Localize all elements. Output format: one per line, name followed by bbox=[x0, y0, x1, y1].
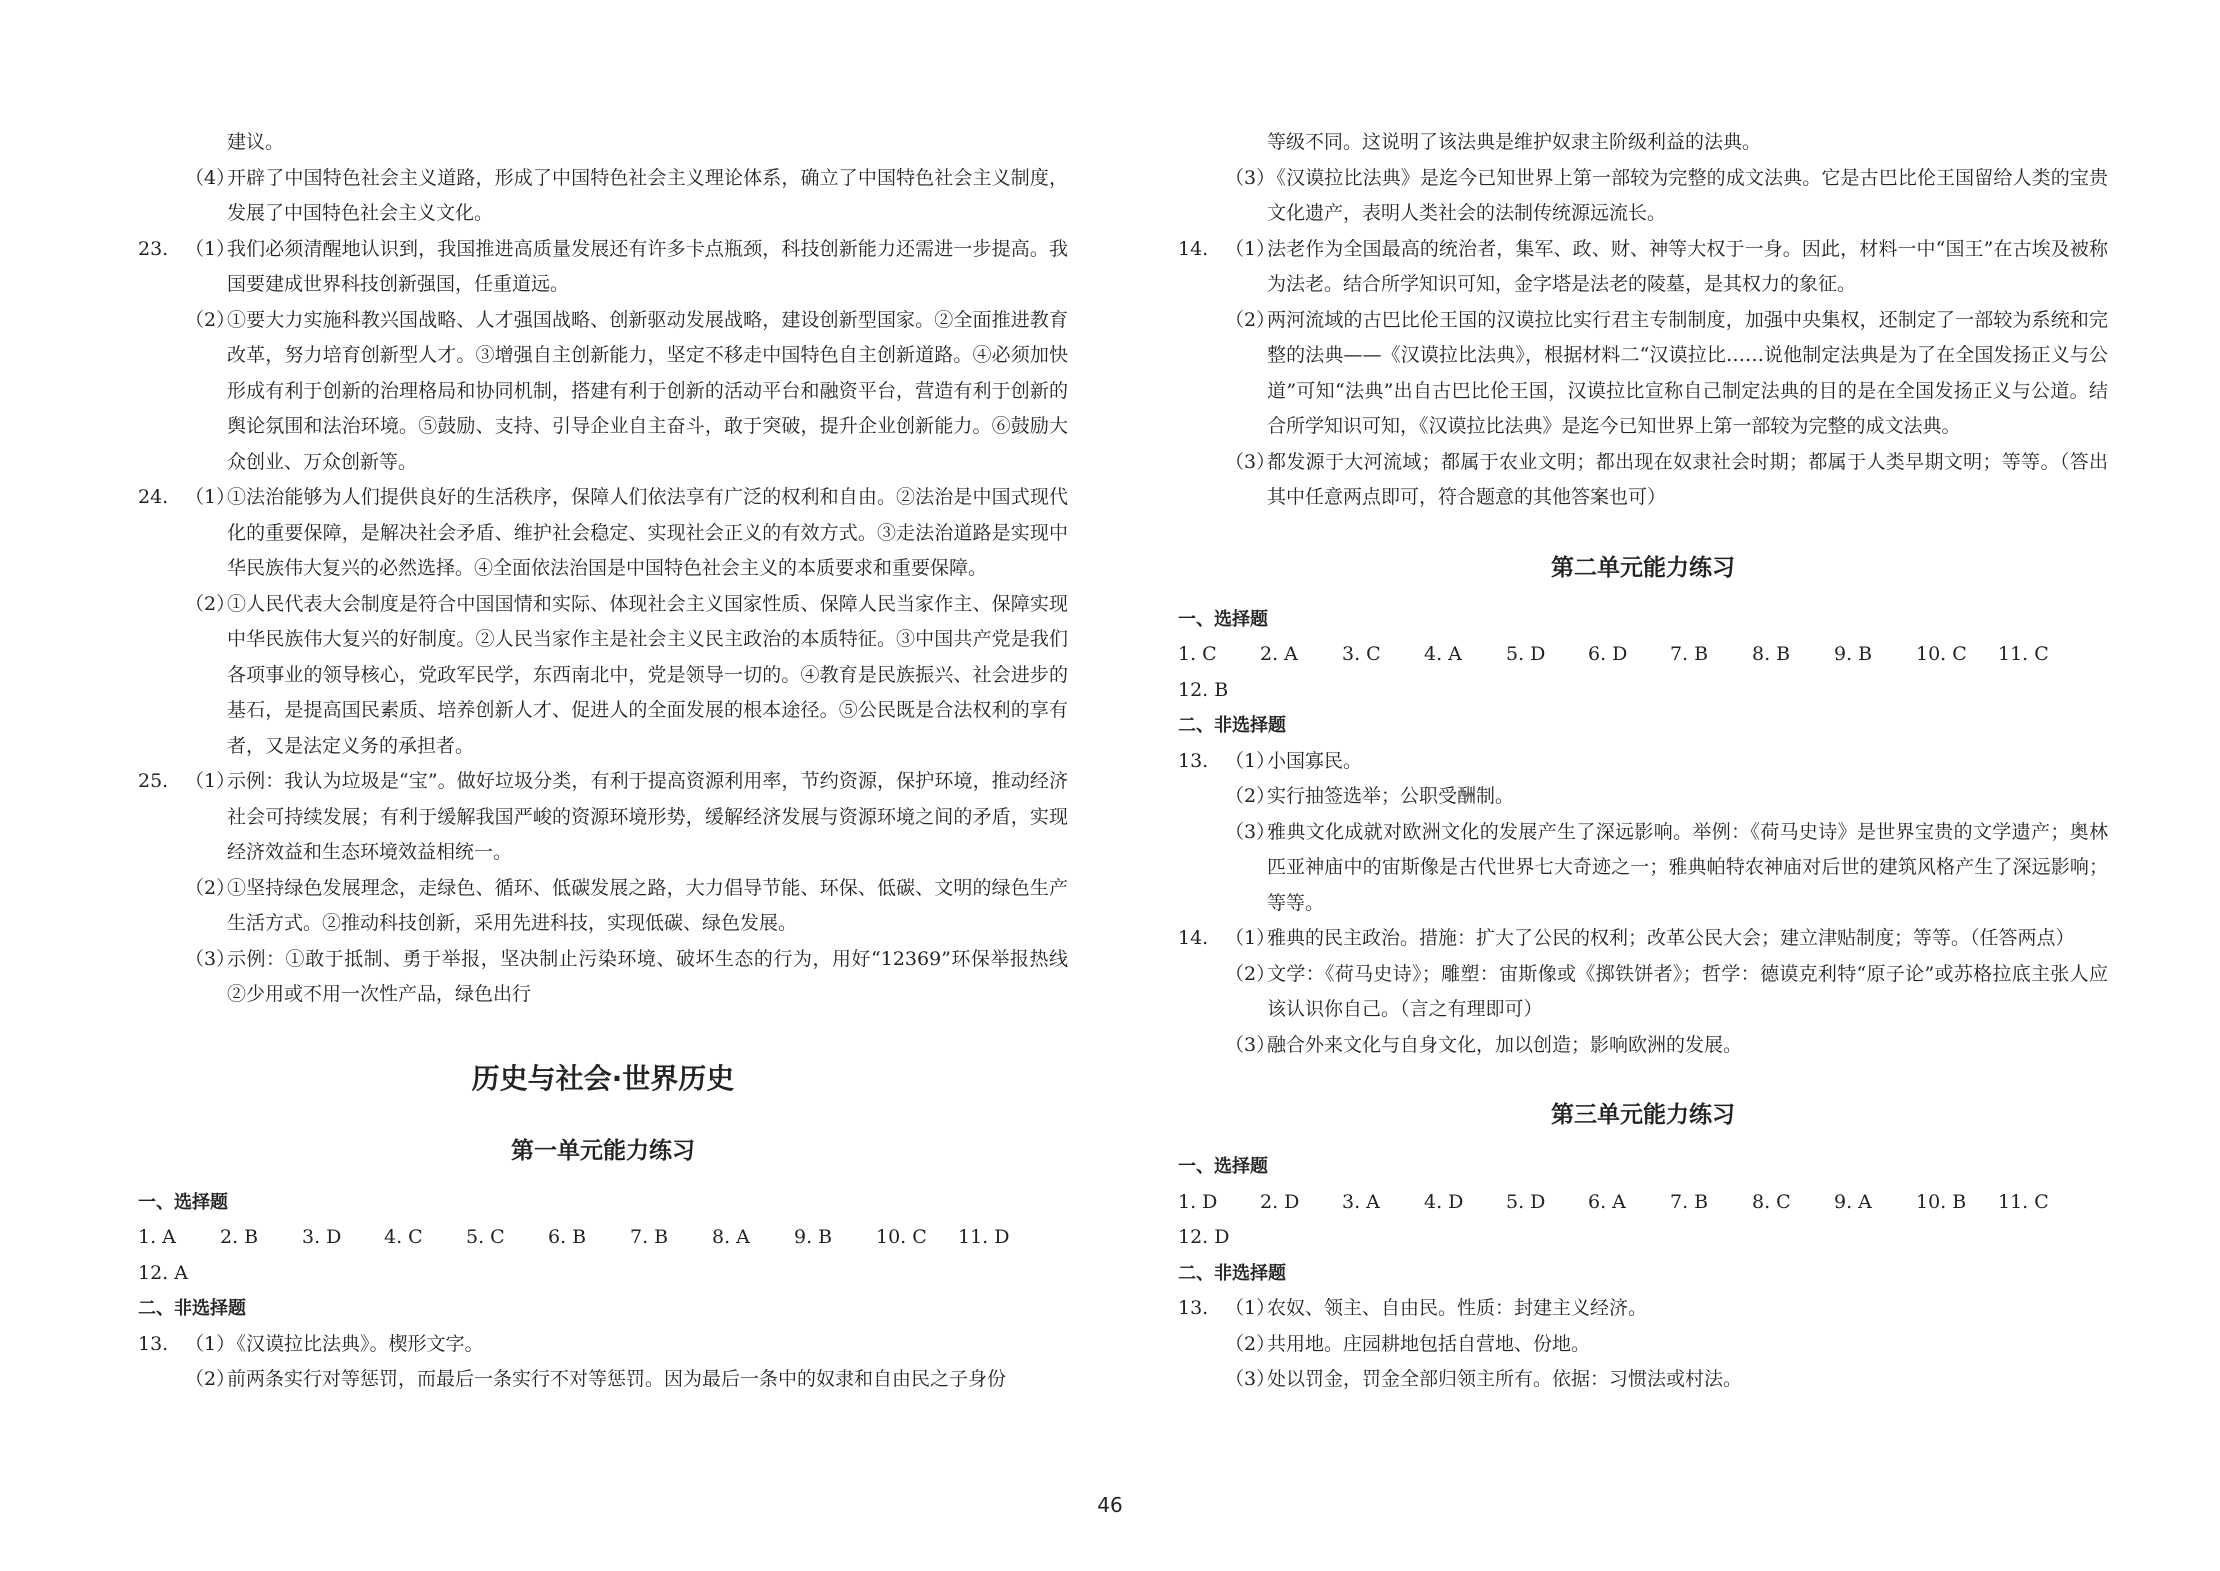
choice-answer: 2. D bbox=[1260, 1190, 1300, 1213]
choice-answer: 7. B bbox=[1670, 643, 1709, 665]
right-column bbox=[1178, 125, 2108, 1398]
choice-answer: 5. C bbox=[466, 1226, 505, 1248]
part-tag bbox=[185, 125, 227, 161]
choice-answer: 4. C bbox=[384, 1226, 423, 1248]
answer-part bbox=[1225, 232, 2108, 303]
question-number: 14. bbox=[1178, 927, 1209, 949]
question-14 bbox=[1178, 232, 2108, 516]
choice-answer: 6. B bbox=[548, 1226, 587, 1248]
choice-answer: 5. D bbox=[1506, 1190, 1546, 1213]
choice-answer: 2. A bbox=[1260, 643, 1298, 665]
section-title: 历史与社会·世界历史 bbox=[471, 1061, 735, 1095]
answer-part bbox=[1225, 779, 2108, 815]
answer-part bbox=[1225, 303, 2108, 445]
choice-answer: 4. D bbox=[1424, 1190, 1464, 1213]
choice-answer: 9. A bbox=[1834, 1190, 1872, 1213]
part-text: 实行抽签选举；公职受酬制。 bbox=[1267, 785, 1515, 807]
part-text: 我们必须清醒地认识到，我国推进高质量发展还有许多卡点瓶颈，科技创新能力还需进一步提高。我国要建成世界科技创新强国，任重道远。 bbox=[227, 237, 1068, 295]
part-tag: （1） bbox=[185, 237, 236, 260]
question-number: 23. bbox=[138, 237, 169, 260]
question-number: 13. bbox=[1178, 1297, 1209, 1319]
choice-answer: 6. D bbox=[1588, 643, 1628, 665]
choice-answer: 11. C bbox=[1998, 1190, 2049, 1213]
unit-1-title: 第一单元能力练习 bbox=[511, 1137, 695, 1164]
part-tag: （1） bbox=[1225, 237, 1276, 260]
part-tag: （3） bbox=[1225, 820, 1276, 843]
choice-answer: 8. C bbox=[1752, 1190, 1791, 1213]
choice-answer: 11. C bbox=[1998, 643, 2049, 665]
part-tag: （3） bbox=[185, 947, 236, 970]
choice-answer: 12. A bbox=[138, 1261, 188, 1284]
part-text: 小国寡民。 bbox=[1267, 749, 1363, 772]
choice-answer: 2. B bbox=[220, 1226, 259, 1248]
part-text: 《汉谟拉比法典》是迄今已知世界上第一部较为完整的成文法典。它是古巴比伦王国留给人类的宝贵文化遗产，表明人类社会的法制传统源远流长。 bbox=[1267, 166, 2108, 224]
question-13 bbox=[138, 1327, 1068, 1398]
part-tag: （1） bbox=[185, 770, 236, 792]
choice-answer: 10. B bbox=[1916, 1190, 1967, 1213]
choice-answer: 8. B bbox=[1752, 643, 1791, 665]
question-number: 25. bbox=[138, 770, 169, 792]
answer-part bbox=[1225, 161, 2108, 232]
choice-answer: 11. D bbox=[958, 1226, 1010, 1248]
part-tag: （3） bbox=[1225, 1033, 1276, 1056]
part-text: 共用地。庄园耕地包括自营地、份地。 bbox=[1267, 1332, 1591, 1355]
choice-answer: 3. C bbox=[1342, 643, 1381, 665]
part-text: 都发源于大河流域；都属于农业文明；都出现在奴隶社会时期；都属于人类早期文明；等等。（答出其中任意两点即可，符合题意的其他答案也可） bbox=[1267, 450, 2108, 508]
question-number: 14. bbox=[1178, 237, 1209, 260]
part-tag: （2） bbox=[1225, 785, 1276, 807]
part-text: 《汉谟拉比法典》。楔形文字。 bbox=[227, 1332, 484, 1355]
choice-answer: 1. D bbox=[1178, 1190, 1218, 1213]
part-text: 建议。 bbox=[227, 131, 285, 153]
nonchoice-heading: 二、非选择题 bbox=[138, 1298, 246, 1319]
continuation-block bbox=[1178, 125, 2108, 232]
answer-part bbox=[1225, 921, 2108, 957]
choice-heading: 一、选择题 bbox=[138, 1191, 228, 1213]
part-tag: （3） bbox=[1225, 450, 1276, 473]
answer-part bbox=[185, 764, 1068, 871]
choice-heading: 一、选择题 bbox=[1178, 608, 1268, 630]
answer-part bbox=[185, 232, 1068, 303]
part-tag: （1） bbox=[185, 1332, 236, 1355]
part-tag: （2） bbox=[185, 1368, 236, 1390]
answer-part bbox=[1225, 744, 2108, 780]
nonchoice-heading: 二、非选择题 bbox=[1178, 1262, 1286, 1284]
question-number: 13. bbox=[138, 1332, 169, 1355]
choice-answer: 12. B bbox=[1178, 678, 1229, 701]
answer-part bbox=[1225, 1028, 2108, 1064]
part-tag: （2） bbox=[1225, 308, 1276, 331]
part-text: 开辟了中国特色社会主义道路，形成了中国特色社会主义理论体系，确立了中国特色社会主义制度，发展了中国特色社会主义文化。 bbox=[227, 166, 1068, 224]
answer-part bbox=[1225, 1291, 2108, 1327]
intro-block bbox=[138, 125, 1068, 232]
part-tag: （3） bbox=[1225, 166, 1276, 189]
part-text: 法老作为全国最高的统治者，集军、政、财、神等大权于一身。因此，材料一中“国王”在古埃及被称为法老。结合所学知识可知，金字塔是法老的陵墓，是其权力的象征。 bbox=[1267, 237, 2108, 295]
answer-part bbox=[185, 942, 1088, 1013]
part-text: 文学：《荷马史诗》；雕塑：宙斯像或《掷铁饼者》；哲学：德谟克利特“原子论”或苏格拉底主张人应该认识你自己。（言之有理即可） bbox=[1267, 962, 2108, 1020]
answer-part bbox=[185, 480, 1068, 587]
question-24 bbox=[138, 480, 1068, 764]
page-number: 46 bbox=[1097, 1493, 1123, 1517]
answer-part bbox=[185, 161, 1068, 232]
answer-part bbox=[185, 1362, 1068, 1398]
part-text: ①要大力实施科教兴国战略、人才强国战略、创新驱动发展战略，建设创新型国家。②全面推进教育改革，努力培育创新型人才。③增强自主创新能力，坚定不移走中国特色自主创新道路。④必须加快形成有利于创新的治理格局和协同机制，搭建有利于创新的活动平台和融资平台，营造有利于创新的舆论氛围和法治环境。⑤鼓励、支持、引导企业自主奋斗，敢于突破，提升企业创新能力。⑥鼓励大众创业、万众创新等。 bbox=[227, 308, 1068, 473]
answer-part bbox=[185, 871, 1068, 942]
question-23 bbox=[138, 232, 1068, 481]
choice-answer: 9. B bbox=[1834, 643, 1873, 665]
choice-answer: 12. D bbox=[1178, 1226, 1230, 1248]
part-text: ①人民代表大会制度是符合中国国情和实际、体现社会主义国家性质、保障人民当家作主、保障实现中华民族伟大复兴的好制度。②人民当家作主是社会主义民主政治的本质特征。③中国共产党是我们各项事业的领导核心，党政军民学，东西南北中，党是领导一切的。④教育是民族振兴、社会进步的基石，是提高国民素质、培养创新人才、促进人的全面发展的根本途径。⑤公民既是合法权利的享有者，又是法定义务的承担者。 bbox=[227, 592, 1068, 757]
answer-part bbox=[185, 1327, 1068, 1363]
part-tag: （2） bbox=[1225, 1332, 1276, 1355]
choice-answer: 10. C bbox=[876, 1226, 927, 1248]
part-tag: （2） bbox=[185, 876, 236, 899]
part-tag: （1） bbox=[185, 486, 236, 508]
part-tag: （2） bbox=[185, 592, 236, 615]
part-tag: （3） bbox=[1225, 1368, 1276, 1390]
question-14 bbox=[1178, 921, 2108, 1063]
part-tag: （2） bbox=[185, 308, 236, 331]
choice-answer: 7. B bbox=[630, 1226, 669, 1248]
left-column bbox=[138, 125, 1088, 1398]
choice-answer: 3. A bbox=[1342, 1190, 1380, 1213]
part-text: 等级不同。这说明了该法典是维护奴隶主阶级利益的法典。 bbox=[1267, 131, 1762, 153]
choice-answer: 5. D bbox=[1506, 643, 1546, 665]
answer-part bbox=[185, 587, 1068, 765]
part-tag: （4） bbox=[185, 166, 236, 189]
part-tag: （1） bbox=[1225, 927, 1276, 949]
part-text: 两河流域的古巴比伦王国的汉谟拉比实行君主专制制度，加强中央集权，还制定了一部较为系统和完整的法典——《汉谟拉比法典》，根据材料二“汉谟拉比……说他制定法典是为了在全国发扬正义与公道”可知“法典”出自古巴比伦王国，汉谟拉比宣称自己制定法典的目的是在全国发扬正义与公道。结合所学知识可知，《汉谟拉比法典》是迄今已知世界上第一部较为完整的成文法典。 bbox=[1267, 308, 2108, 437]
question-number: 24. bbox=[138, 486, 169, 508]
choice-answer: 1. C bbox=[1178, 643, 1217, 665]
part-text: 雅典文化成就对欧洲文化的发展产生了深远影响。举例：《荷马史诗》是世界宝贵的文学遗产；奥林匹亚神庙中的宙斯像是古代世界七大奇迹之一；雅典帕特农神庙对后世的建筑风格产生了深远影响；等等。 bbox=[1267, 820, 2108, 914]
part-tag: （2） bbox=[1225, 962, 1276, 985]
choice-answer: 1. A bbox=[138, 1226, 176, 1248]
answer-part bbox=[1225, 445, 2108, 516]
choice-answer: 9. B bbox=[794, 1226, 833, 1248]
nonchoice-heading: 二、非选择题 bbox=[1178, 715, 1286, 736]
part-text: 前两条实行对等惩罚，而最后一条实行不对等惩罚。因为最后一条中的奴隶和自由民之子身份 bbox=[227, 1368, 1007, 1390]
part-tag bbox=[1225, 125, 1267, 161]
part-text: 处以罚金，罚金全部归领主所有。依据：习惯法或村法。 bbox=[1267, 1368, 1743, 1390]
answer-part bbox=[1225, 1327, 2108, 1363]
answer-part bbox=[1225, 815, 2108, 922]
choice-answer: 8. A bbox=[712, 1226, 750, 1248]
answer-part bbox=[185, 303, 1068, 481]
part-tag: （1） bbox=[1225, 1297, 1276, 1319]
question-25 bbox=[138, 764, 1088, 1013]
part-text: 融合外来文化与自身文化，加以创造；影响欧洲的发展。 bbox=[1267, 1033, 1743, 1056]
part-text: 示例：我认为垃圾是“宝”。做好垃圾分类，有利于提高资源利用率，节约资源，保护环境，推动经济社会可持续发展；有利于缓解我国严峻的资源环境形势，缓解经济发展与资源环境之间的矛盾，实现经济效益和生态环境效益相统一。 bbox=[227, 770, 1068, 863]
part-text: 雅典的民主政治。措施：扩大了公民的权利；改革公民大会；建立津贴制度；等等。（任答两点） bbox=[1267, 927, 2075, 949]
question-number: 13. bbox=[1178, 749, 1209, 772]
answer-part bbox=[185, 125, 1068, 161]
part-tag: （1） bbox=[1225, 749, 1276, 772]
choice-answer: 6. A bbox=[1588, 1190, 1626, 1213]
choice-heading: 一、选择题 bbox=[1178, 1156, 1268, 1177]
choice-answers bbox=[1178, 637, 2108, 708]
part-text: 农奴、领主、自由民。性质：封建主义经济。 bbox=[1267, 1297, 1648, 1319]
answer-part bbox=[1225, 1362, 2108, 1398]
choice-answer: 10. C bbox=[1916, 643, 1967, 665]
question-13 bbox=[1178, 1291, 2108, 1398]
choice-answers bbox=[138, 1220, 1068, 1291]
choice-answers bbox=[1178, 1185, 2108, 1256]
unit-3-title: 第三单元能力练习 bbox=[1551, 1102, 1735, 1128]
question-13 bbox=[1178, 744, 2108, 922]
part-text: ①法治能够为人们提供良好的生活秩序，保障人们依法享有广泛的权利和自由。②法治是中国式现代化的重要保障，是解决社会矛盾、维护社会稳定、实现社会正义的有效方式。③走法治道路是实现中华民族伟大复兴的必然选择。④全面依法治国是中国特色社会主义的本质要求和重要保障。 bbox=[227, 486, 1068, 579]
choice-answer: 3. D bbox=[302, 1226, 342, 1248]
part-text: 示例：①敢于抵制、勇于举报，坚决制止污染环境、破坏生态的行为，用好“12369”环保举报热线 ②少用或不用一次性产品，绿色出行 bbox=[227, 947, 1088, 1005]
answer-part bbox=[1225, 125, 2108, 161]
choice-answer: 7. B bbox=[1670, 1190, 1709, 1213]
answer-part bbox=[1225, 957, 2108, 1028]
part-text: ①坚持绿色发展理念，走绿色、循环、低碳发展之路，大力倡导节能、环保、低碳、文明的绿色生产生活方式。②推动科技创新，采用先进科技，实现低碳、绿色发展。 bbox=[227, 876, 1068, 934]
choice-answer: 4. A bbox=[1424, 643, 1462, 665]
unit-2-title: 第二单元能力练习 bbox=[1551, 554, 1735, 581]
